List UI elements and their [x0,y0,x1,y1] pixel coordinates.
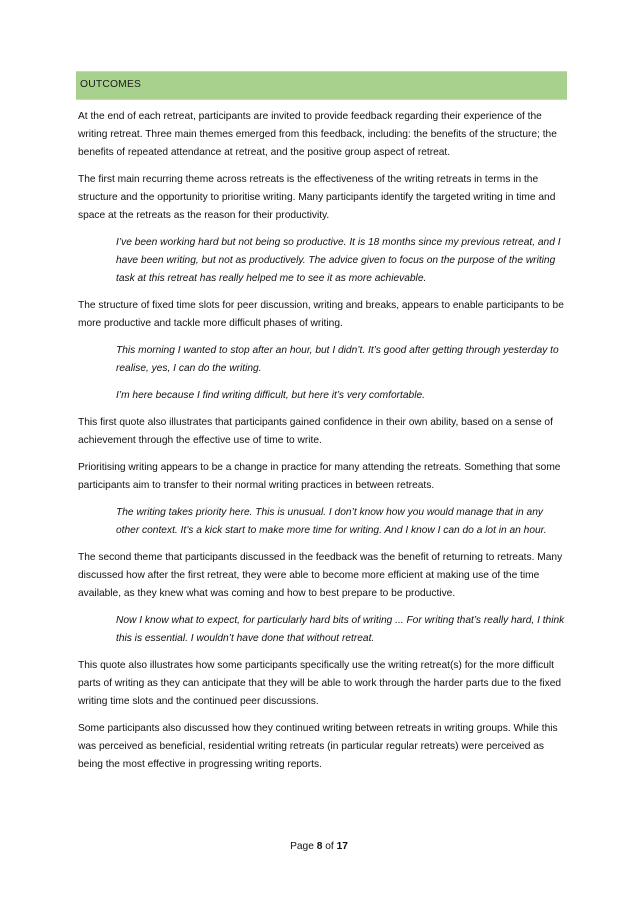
paragraph-structure: The structure of fixed time slots for peer discussion, writing and breaks, appears to enable participants to be more productive and tackle more difficult phases of writing. [78,300,564,329]
paragraph-prioritising: Prioritising writing appears to be a change in practice for many attending the retreats. Something that some participants aim to transfer to their normal writing practices in between retreats. [78,462,561,491]
body-text [78,108,567,783]
footer-page-word: Page [290,841,314,852]
quote-productivity: I’ve been working hard but not being so productive. It is 18 months since my previous retreat, and I have been writing, but not as productively. The advice given to focus on the purpose of the writing task at this retreat has really helped me to see it as more achievable. [116,237,561,284]
paragraph-intro: At the end of each retreat, participants are invited to provide feedback regarding their experience of the writing retreat. Three main themes emerged from this feedback, including: the benefits of the structure; the benefits of repeated attendance at retreat, and the positive group aspect of retreat. [78,111,557,158]
paragraph-first-theme: The first main recurring theme across retreats is the effectiveness of the writing retreats in terms in the structure and the opportunity to prioritise writing. Many participants identify the targeted writing in time and space at the retreats as the reason for their productivity. [78,174,556,221]
page-footer [0,841,638,852]
section-heading: OUTCOMES [80,79,142,90]
paragraph-second-theme: The second theme that participants discussed in the feedback was the benefit of returning to retreats. Many discussed how after the first retreat, they were able to become more efficient at making use of the time available, as they knew what was coming and how to best prepare to be productive. [78,552,563,599]
quote-morning: This morning I wanted to stop after an hour, but I didn’t. It’s good after getting through yesterday to realise, yes, I can do the writing. [116,345,559,374]
paragraph-confidence: This first quote also illustrates that participants gained confidence in their own ability, based on a sense of achievement through the effective use of time to write. [78,417,553,446]
paragraph-writing-groups: Some participants also discussed how they continued writing between retreats in writing groups. While this was perceived as beneficial, residential writing retreats (in particular regular retreats) were perceived as being the most effective in progressing writing reports. [78,723,558,770]
quote-expectation: Now I know what to expect, for particularly hard bits of writing ... For writing that’s really hard, I think this is essential. I wouldn’t have done that without retreat. [116,615,565,644]
footer-of-word: of [325,841,334,852]
footer-current-page: 8 [316,841,323,852]
quote-priority: The writing takes priority here. This is unusual. I don’t know how you would manage that in any other context. It’s a kick start to make more time for writing. And I know I can do a lot in an hour. [116,507,547,536]
paragraph-difficult-parts: This quote also illustrates how some participants specifically use the writing retreat(s) for the more difficult parts of writing as they can anticipate that they will be able to work through the harder parts due to the fixed writing time slots and the continued peer discussions. [78,660,562,707]
footer-total-pages: 17 [336,841,348,852]
section-heading-bar [76,71,567,100]
quote-comfortable: I’m here because I find writing difficult, but here it’s very comfortable. [116,390,425,401]
